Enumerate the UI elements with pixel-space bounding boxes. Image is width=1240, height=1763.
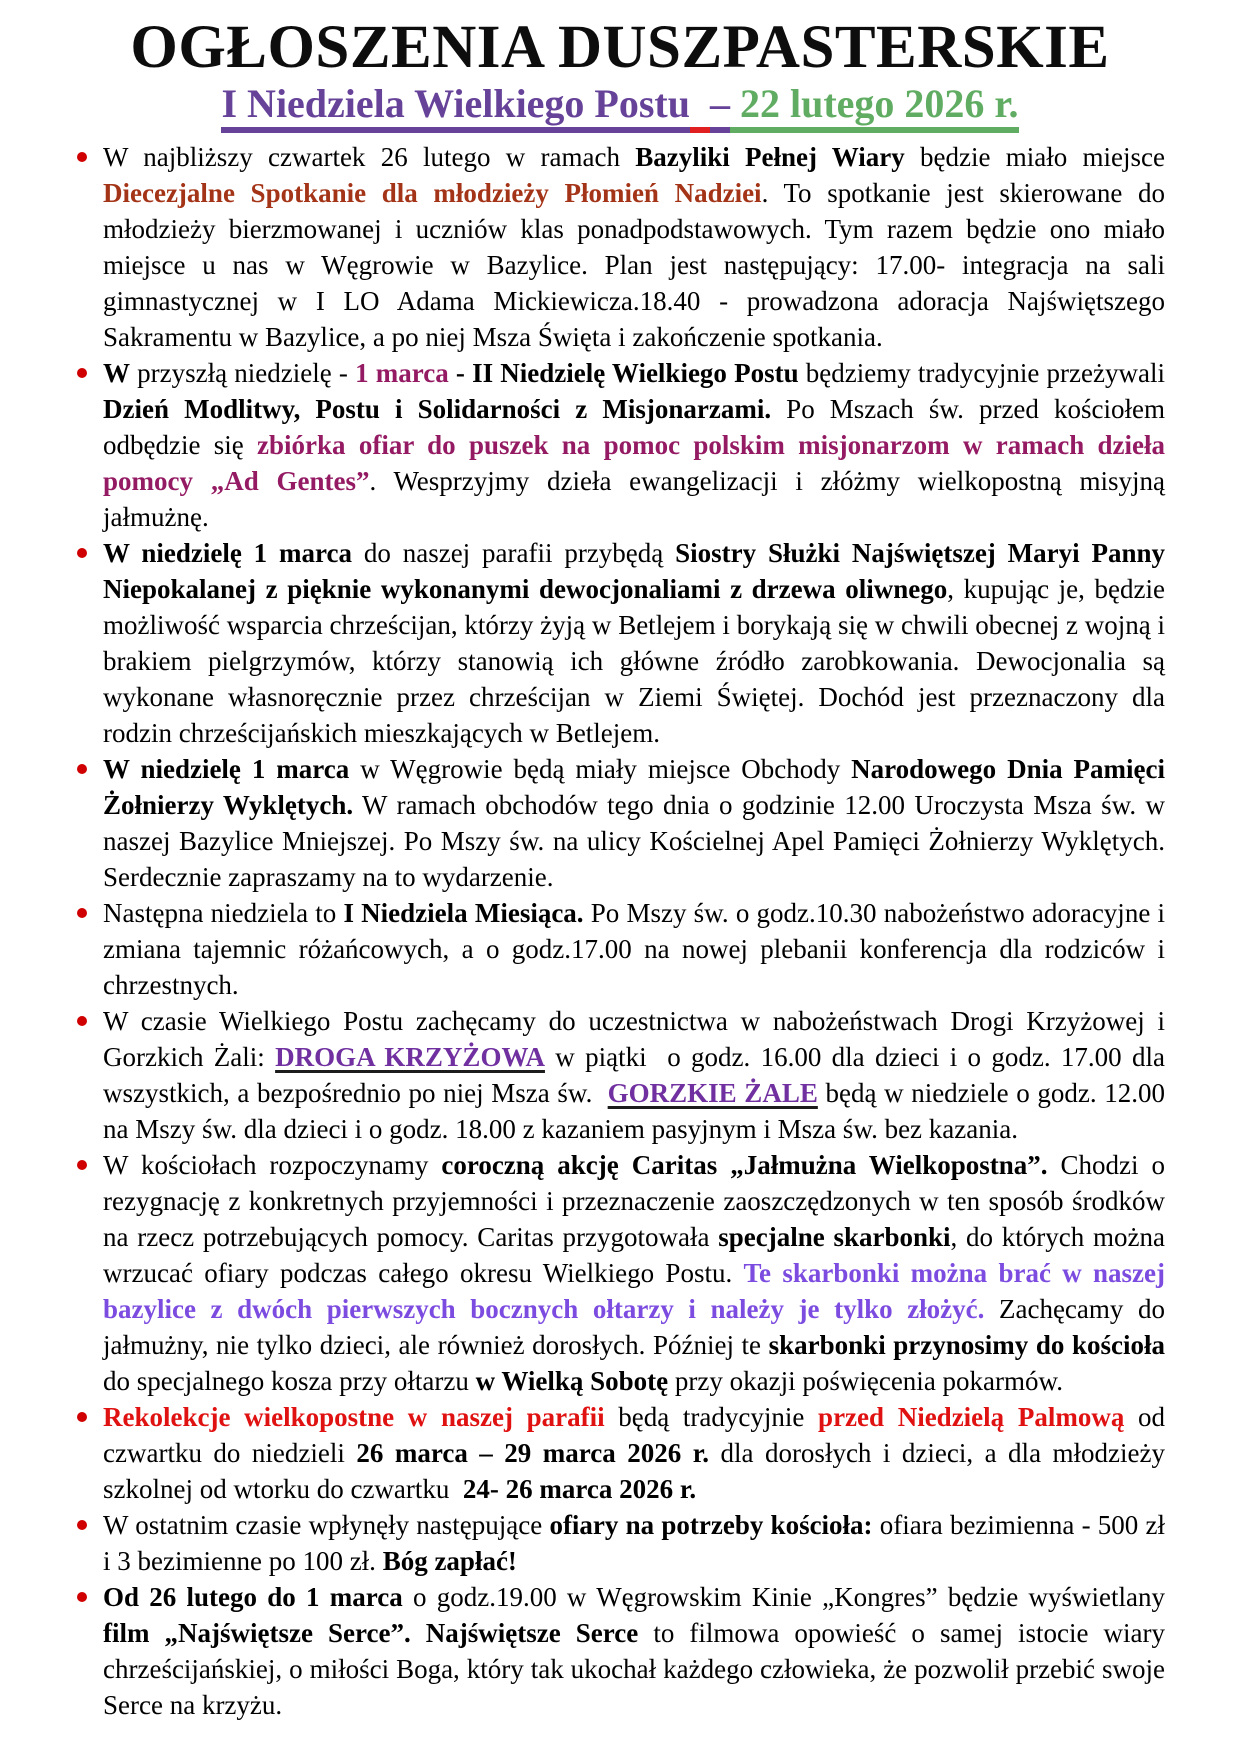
bullet-dot-icon xyxy=(77,1160,87,1170)
text-run: . To spotkanie jest skierowane do młodzieży bierzmowanej i uczniów klas ponadpodstawowych. Tym razem będzie ono miało miejsce u nas w Węgrowie w Bazylice. Plan jest następujący: 17.00- integracja na sali gimnastycznej w I LO Adama Mickiewicza.18.40 - prowadzona adoracja Najświętszego Sakramentu w Bazylice, a po niej Msza Święta i zakończenie spotkania. xyxy=(103,178,1165,353)
bullet-dot-icon xyxy=(77,764,87,774)
bullet-dot-icon xyxy=(77,548,87,558)
text-run: , do których można wrzucać ofiary podczas całego okresu Wielkiego Postu. xyxy=(103,1222,1165,1289)
text-run: 24- 26 marca 2026 r. xyxy=(462,1474,697,1505)
text-run: GORZKIE ŻALE xyxy=(607,1078,818,1109)
announcement-item xyxy=(75,139,1165,355)
text-run: ofiara bezimienna - 500 zł i 3 bezimienne po 100 zł. xyxy=(103,1510,1166,1577)
announcement-item xyxy=(75,1507,1165,1579)
text-run: W najbliższy czwartek 26 lutego w ramach xyxy=(103,142,636,173)
subtitle-date: 22 lutego 2026 r. xyxy=(730,81,1019,133)
text-run: . Wesprzyjmy dzieła ewangelizacji i złóżmy wielkopostną misyjną jałmużnę. xyxy=(103,466,1165,533)
announcement-item xyxy=(75,895,1165,1003)
text-run: W ostatnim czasie wpłynęły następujące xyxy=(103,1510,550,1541)
text-run: 1 marca xyxy=(355,358,449,389)
text-run: specjalne skarbonki xyxy=(718,1222,951,1253)
text-run: w Węgrowie będą miały miejsce Obchody xyxy=(349,754,852,785)
text-run: przed Niedzielą Palmową xyxy=(818,1402,1125,1433)
text-run: 26 marca – 29 marca 2026 r. xyxy=(356,1438,709,1469)
text-run: do specjalnego kosza przy ołtarzu xyxy=(103,1366,476,1397)
text-run: W xyxy=(103,358,130,389)
text-run: W niedzielę 1 marca xyxy=(103,538,353,569)
subtitle-red-gap xyxy=(690,81,710,133)
bullet-dot-icon xyxy=(77,908,87,918)
announcement-list xyxy=(75,139,1165,1723)
text-run: przy okazji poświęcenia pokarmów. xyxy=(668,1366,1064,1397)
announcement-item xyxy=(75,1399,1165,1507)
text-run: I Niedziela Miesiąca. xyxy=(343,898,584,929)
text-run: to filmowa opowieść o samej istocie wiary chrześcijańskiej, o miłości Boga, który tak ukochał każdego człowieka, że pozwolił przebić swoje Serce na krzyżu. xyxy=(103,1618,1166,1721)
page-subtitle xyxy=(75,81,1165,127)
announcement-item xyxy=(75,1003,1165,1147)
text-run: Te skarbonki można brać w naszej bazylice z dwóch pierwszych bocznych ołtarzy i należy je tylko złożyć. xyxy=(103,1258,1166,1325)
bullet-dot-icon xyxy=(77,368,87,378)
text-run: Po Mszy św. o godz.10.30 nabożeństwo adoracyjne i zmiana tajemnic różańcowych, a o godz.17.00 na nowej plebanii konferencja dla rodziców i chrzestnych. xyxy=(103,898,1165,1001)
text-run: Narodowego Dnia Pamięci Żołnierzy Wyklętych. xyxy=(103,754,1165,821)
text-run: będą tradycyjnie xyxy=(604,1402,819,1433)
text-run: Bazyliki Pełnej Wiary xyxy=(635,142,905,173)
text-run: ofiary na potrzeby kościoła: xyxy=(549,1510,873,1541)
announcement-item xyxy=(75,535,1165,751)
bullet-dot-icon xyxy=(77,1016,87,1026)
subtitle-season: I Niedziela Wielkiego Postu xyxy=(221,81,690,133)
text-run: skarbonki przynosimy do kościoła xyxy=(768,1330,1166,1361)
text-run: W czasie Wielkiego Postu zachęcamy do uczestnictwa w nabożeństwach Drogi Krzyżowej i Gorzkich Żali: xyxy=(103,1006,1165,1073)
text-run: Rekolekcje wielkopostne w naszej parafii xyxy=(103,1402,605,1433)
text-run: Po Mszach św. przed kościołem odbędzie się xyxy=(103,394,1165,461)
announcement-item xyxy=(75,751,1165,895)
bullet-dot-icon xyxy=(77,1412,87,1422)
text-run: W kościołach rozpoczynamy xyxy=(103,1150,442,1181)
text-run: w piątki o godz. 16.00 dla dzieci i o godz. 17.00 dla wszystkich, a bezpośrednio po niej Msza św. xyxy=(103,1042,1165,1109)
text-run: Dzień Modlitwy, Postu i Solidarności z Misjonarzami. xyxy=(103,394,772,425)
text-run: w Wielką Sobotę xyxy=(475,1366,669,1397)
text-run: do naszej parafii przybędą xyxy=(352,538,676,569)
text-run: W niedzielę 1 marca xyxy=(103,754,350,785)
text-run: , kupując je, będzie możliwość wsparcia chrześcijan, którzy żyją w Betlejem i borykają się w chwili obecnej z wojną i brakiem pielgrzymów, którzy stanowią ich główne źródło zarobkowania. Dewocjonalia są wykonane własnoręcznie przez chrześcijan w Ziemi Świętej. Dochód jest przeznaczony dla rodzin chrześcijańskich mieszkających w Betlejem. xyxy=(103,574,1165,749)
text-run: przyszłą niedzielę - xyxy=(130,358,356,389)
text-run: Następna niedziela to xyxy=(103,898,344,929)
text-run: Od 26 lutego do 1 marca xyxy=(103,1582,403,1613)
text-run: Chodzi o rezygnację z konkretnych przyjemności i przeznaczenie zaoszczędzonych w ten sposób środków na rzecz potrzebujących pomocy. Caritas przygotowała xyxy=(103,1150,1165,1253)
text-run: coroczną akcję Caritas „Jałmużna Wielkopostna”. xyxy=(441,1150,1048,1181)
announcement-item xyxy=(75,1579,1165,1723)
bullet-dot-icon xyxy=(77,152,87,162)
text-run: film „Najświętsze Serce”. Najświętsze Serce xyxy=(103,1618,639,1649)
text-run: W ramach obchodów tego dnia o godzinie 12.00 Uroczysta Msza św. w naszej Bazylice Mniejszej. Po Mszy św. na ulicy Kościelnej Apel Pamięci Żołnierzy Wyklętych. Serdecznie zapraszamy na to wydarzenie. xyxy=(103,790,1166,893)
text-run: zbiórka ofiar do puszek na pomoc polskim misjonarzom w ramach dzieła pomocy „Ad Gentes” xyxy=(103,430,1166,497)
text-run: Bóg zapłać! xyxy=(382,1546,517,1577)
announcement-item xyxy=(75,355,1165,535)
text-run: o godz.19.00 w Węgrowskim Kinie „Kongres” będzie wyświetlany xyxy=(402,1582,1165,1613)
text-run: - II Niedzielę Wielkiego Postu xyxy=(448,358,799,389)
text-run: będzie miało miejsce xyxy=(904,142,1166,173)
text-run: będą w niedziele o godz. 12.00 na Mszy św. dla dzieci i o godz. 18.00 z kazaniem pasyjnym i Msza św. bez kazania. xyxy=(103,1078,1165,1145)
text-run: Zachęcamy do jałmużny, nie tylko dzieci, ale również dorosłych. Później te xyxy=(103,1294,1165,1361)
text-run: od czwartku do niedzieli xyxy=(103,1402,1165,1469)
text-run: Diecezjalne Spotkanie dla młodzieży Płomień Nadziei xyxy=(103,178,762,209)
page-title: OGŁOSZENIA DUSZPASTERSKIE xyxy=(130,14,1110,81)
text-run: DROGA KRZYŻOWA xyxy=(275,1042,545,1073)
text-run: dla dorosłych i dzieci, a dla młodzieży szkolnej od wtorku do czwartku xyxy=(103,1438,1165,1505)
announcement-item xyxy=(75,1147,1165,1399)
subtitle-dash: – xyxy=(710,81,730,133)
text-run: będziemy tradycyjnie przeżywali xyxy=(798,358,1165,389)
bullet-dot-icon xyxy=(77,1520,87,1530)
text-run: Siostry Służki Najświętszej Maryi Panny Niepokalanej z pięknie wykonanymi dewocjonaliami z drzewa oliwnego xyxy=(103,538,1165,605)
bullet-dot-icon xyxy=(77,1592,87,1602)
